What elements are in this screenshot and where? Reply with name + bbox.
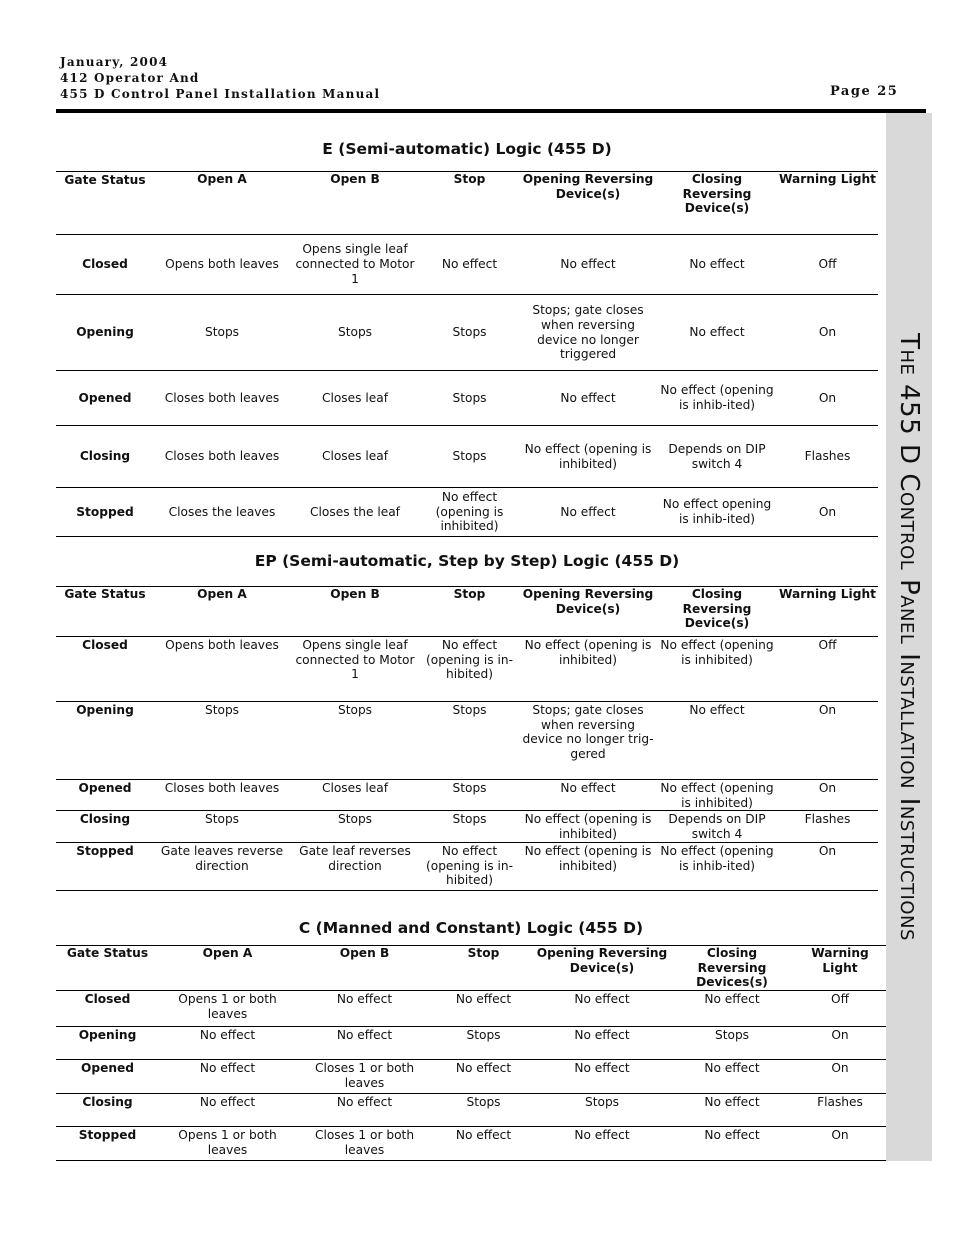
opening-reversing-cell: No effect bbox=[560, 390, 616, 405]
gate-status-cell: Stopped bbox=[76, 504, 134, 519]
closing-reversing-cell: Stops bbox=[714, 1028, 750, 1043]
opening-reversing-cell: No effect (opening is inhibited) bbox=[524, 638, 652, 667]
open-a-cell: Opens both leaves bbox=[165, 257, 279, 272]
table-row bbox=[56, 1060, 886, 1094]
gate-status-cell: Closing bbox=[82, 1095, 133, 1110]
open-b-cell: No effect bbox=[336, 1028, 393, 1043]
warning-light-cell: Flashes bbox=[804, 812, 851, 827]
col-closing-reversing: Closing Reversing Device(s) bbox=[682, 172, 752, 216]
table-row bbox=[56, 842, 878, 890]
gate-status-cell: Stopped bbox=[78, 1128, 137, 1143]
closing-reversing-cell: No effect (opening is inhibited) bbox=[660, 638, 774, 667]
closing-reversing-cell: No effect bbox=[689, 703, 745, 717]
gate-status-cell: Closing bbox=[79, 812, 131, 827]
col-open-a: Open A bbox=[202, 946, 253, 960]
opening-reversing-cell: Stops; gate closes when reversing device no longer triggered bbox=[532, 303, 644, 362]
stop-cell: Stops bbox=[452, 390, 487, 405]
opening-reversing-cell: No effect bbox=[560, 504, 616, 519]
col-gate-status: Gate Status bbox=[64, 587, 146, 601]
opening-reversing-cell: Stops bbox=[584, 1095, 620, 1110]
warning-light-cell: On bbox=[818, 390, 837, 405]
col-stop: Stop bbox=[453, 587, 486, 601]
col-closing-reversing: Closing Reversing Devices(s) bbox=[696, 946, 768, 990]
warning-light-cell: On bbox=[818, 843, 837, 858]
stop-cell: No effect bbox=[441, 257, 498, 272]
col-open-b: Open B bbox=[330, 587, 380, 601]
table-row bbox=[56, 1094, 886, 1127]
header-manual-title: 455 D Control Panel Installation Manual bbox=[60, 87, 381, 101]
gate-status-cell: Opening bbox=[76, 325, 134, 340]
table-e-title: E (Semi-automatic) Logic (455 D) bbox=[322, 140, 612, 158]
open-b-cell: No effect bbox=[336, 1095, 393, 1110]
col-warning-light: Warning Light bbox=[811, 946, 869, 975]
open-a-cell: Stops bbox=[204, 812, 240, 827]
gate-status-cell: Opened bbox=[80, 1061, 135, 1076]
col-open-a: Open A bbox=[197, 587, 247, 601]
header-rule bbox=[56, 109, 926, 113]
stop-cell: No effect (opening is inhibited) bbox=[435, 489, 504, 534]
gate-status-cell: Closed bbox=[82, 257, 128, 272]
opening-reversing-cell: No effect (opening is inhibited) bbox=[524, 843, 652, 873]
closing-reversing-cell: No effect bbox=[704, 992, 760, 1007]
open-b-cell: Closes leaf bbox=[321, 781, 389, 795]
closing-reversing-cell: No effect (opening is inhib-ited) bbox=[660, 383, 774, 412]
warning-light-cell: On bbox=[831, 1061, 849, 1076]
open-b-cell: Stops bbox=[337, 703, 373, 717]
open-a-cell: Gate leaves reverse direction bbox=[160, 843, 284, 873]
table-row bbox=[56, 637, 878, 702]
open-a-cell: Stops bbox=[204, 325, 240, 340]
stop-cell: Stops bbox=[466, 1095, 501, 1110]
table-ep-body bbox=[56, 637, 878, 891]
closing-reversing-cell: Depends on DIP switch 4 bbox=[668, 812, 766, 842]
col-opening-reversing: Opening Reversing Device(s) bbox=[522, 172, 654, 201]
closing-reversing-cell: No effect bbox=[689, 257, 745, 272]
stop-cell: No effect bbox=[455, 1128, 512, 1143]
opening-reversing-cell: No effect bbox=[574, 992, 630, 1007]
stop-cell: Stops bbox=[452, 449, 487, 464]
table-c-title: C (Manned and Constant) Logic (455 D) bbox=[298, 919, 644, 937]
open-a-cell: Closes the leaves bbox=[168, 504, 276, 519]
closing-reversing-cell: No effect bbox=[704, 1128, 760, 1143]
col-stop: Stop bbox=[453, 172, 486, 186]
closing-reversing-cell: No effect (opening is inhib-ited) bbox=[660, 843, 774, 873]
stop-cell: Stops bbox=[452, 812, 487, 827]
table-row bbox=[56, 780, 878, 811]
warning-light-cell: On bbox=[831, 1128, 849, 1143]
gate-status-cell: Opening bbox=[76, 703, 134, 717]
table-c bbox=[56, 945, 886, 1161]
warning-light-cell: Flashes bbox=[804, 449, 851, 464]
closing-reversing-cell: No effect bbox=[689, 325, 745, 340]
open-b-cell: Stops bbox=[337, 325, 373, 340]
warning-light-cell: Flashes bbox=[817, 1095, 863, 1110]
col-opening-reversing: Opening Reversing Device(s) bbox=[522, 587, 654, 616]
stop-cell: No effect bbox=[455, 1061, 512, 1076]
table-c-body bbox=[56, 991, 886, 1161]
table-header-row bbox=[56, 172, 878, 235]
gate-status-cell: Opened bbox=[78, 390, 132, 405]
open-a-cell: No effect bbox=[199, 1028, 256, 1043]
col-gate-status: Gate Status bbox=[66, 946, 149, 960]
col-closing-reversing: Closing Reversing Device(s) bbox=[682, 587, 752, 631]
col-opening-reversing: Opening Reversing Device(s) bbox=[536, 946, 668, 975]
gate-status-cell: Closing bbox=[79, 449, 131, 464]
open-b-cell: Opens single leaf connected to Motor 1 bbox=[295, 638, 415, 682]
gate-status-cell: Stopped bbox=[76, 843, 134, 858]
header-date: January, 2004 bbox=[60, 55, 169, 69]
open-a-cell: Opens both leaves bbox=[165, 638, 279, 652]
opening-reversing-cell: Stops; gate closes when reversing device no longer trig-gered bbox=[522, 703, 654, 762]
open-b-cell: Closes 1 or both leaves bbox=[314, 1128, 415, 1157]
running-header bbox=[60, 54, 380, 102]
opening-reversing-cell: No effect (opening is inhibited) bbox=[524, 441, 652, 471]
warning-light-cell: On bbox=[818, 325, 837, 340]
open-a-cell: Opens 1 or both leaves bbox=[178, 1128, 277, 1157]
table-row bbox=[56, 235, 878, 295]
gate-status-cell: Closed bbox=[84, 992, 131, 1007]
stop-cell: No effect bbox=[455, 992, 512, 1007]
closing-reversing-cell: Depends on DIP switch 4 bbox=[668, 441, 766, 471]
warning-light-cell: On bbox=[818, 781, 837, 795]
open-a-cell: Closes both leaves bbox=[164, 781, 280, 795]
col-open-b: Open B bbox=[339, 946, 390, 960]
page-number: Page 25 bbox=[830, 84, 899, 99]
table-row bbox=[56, 702, 878, 780]
table-row bbox=[56, 488, 878, 537]
col-warning-light: Warning Light bbox=[779, 172, 876, 186]
table-ep-title: EP (Semi-automatic, Step by Step) Logic (455 D) bbox=[254, 552, 680, 570]
stop-cell: Stops bbox=[452, 781, 487, 795]
gate-status-cell: Opening bbox=[78, 1028, 137, 1043]
table-row bbox=[56, 371, 878, 426]
table-row bbox=[56, 991, 886, 1027]
warning-light-cell: On bbox=[818, 504, 837, 519]
opening-reversing-cell: No effect bbox=[560, 781, 616, 795]
open-b-cell: Closes the leaf bbox=[310, 504, 400, 519]
opening-reversing-cell: No effect (opening is inhibited) bbox=[524, 812, 652, 842]
warning-light-cell: Off bbox=[818, 257, 837, 272]
stop-cell: No effect (opening is in-hibited) bbox=[425, 843, 513, 888]
open-b-cell: Stops bbox=[337, 812, 373, 827]
closing-reversing-cell: No effect bbox=[704, 1095, 760, 1110]
gate-status-cell: Closed bbox=[82, 638, 128, 652]
open-a-cell: Stops bbox=[204, 703, 240, 717]
table-row bbox=[56, 1027, 886, 1060]
warning-light-cell: Off bbox=[831, 992, 849, 1007]
open-b-cell: Closes 1 or both leaves bbox=[314, 1061, 415, 1090]
warning-light-cell: Off bbox=[818, 638, 837, 652]
col-warning-light: Warning Light bbox=[779, 587, 876, 601]
opening-reversing-cell: No effect bbox=[560, 257, 616, 272]
closing-reversing-cell: No effect (opening is inhibited) bbox=[660, 781, 774, 810]
table-row bbox=[56, 426, 878, 488]
closing-reversing-cell: No effect opening is inhib-ited) bbox=[662, 497, 772, 526]
open-b-cell: Closes leaf bbox=[321, 390, 389, 405]
header-product: 412 Operator And bbox=[60, 71, 200, 85]
open-a-cell: No effect bbox=[199, 1095, 256, 1110]
stop-cell: Stops bbox=[452, 325, 487, 340]
open-b-cell: Opens single leaf connected to Motor 1 bbox=[295, 242, 415, 286]
open-a-cell: No effect bbox=[199, 1061, 256, 1076]
open-a-cell: Closes both leaves bbox=[164, 390, 280, 405]
col-stop: Stop bbox=[467, 946, 500, 960]
warning-light-cell: On bbox=[818, 703, 837, 717]
open-a-cell: Closes both leaves bbox=[164, 449, 280, 464]
table-row bbox=[56, 295, 878, 371]
warning-light-cell: On bbox=[831, 1028, 849, 1043]
open-b-cell: Closes leaf bbox=[321, 449, 389, 464]
stop-cell: No effect (opening is in-hibited) bbox=[425, 638, 513, 682]
opening-reversing-cell: No effect bbox=[574, 1128, 630, 1143]
table-row bbox=[56, 811, 878, 842]
side-title: The 455 D Control Panel Installation Instructions bbox=[894, 333, 924, 941]
stop-cell: Stops bbox=[466, 1028, 501, 1043]
table-e-body bbox=[56, 235, 878, 537]
opening-reversing-cell: No effect bbox=[574, 1061, 630, 1076]
table-ep bbox=[56, 586, 878, 891]
open-b-cell: No effect bbox=[336, 992, 393, 1007]
table-header-row bbox=[56, 587, 878, 637]
table-e bbox=[56, 171, 878, 537]
table-row bbox=[56, 1127, 886, 1161]
stop-cell: Stops bbox=[452, 703, 487, 717]
opening-reversing-cell: No effect bbox=[574, 1028, 630, 1043]
table-header-row bbox=[56, 946, 886, 991]
col-open-b: Open B bbox=[330, 172, 380, 186]
closing-reversing-cell: No effect bbox=[704, 1061, 760, 1076]
col-open-a: Open A bbox=[197, 172, 247, 186]
open-b-cell: Gate leaf reverses direction bbox=[299, 843, 411, 873]
open-a-cell: Opens 1 or both leaves bbox=[178, 992, 277, 1021]
col-gate-status: Gate Status bbox=[64, 173, 146, 187]
gate-status-cell: Opened bbox=[78, 781, 132, 795]
